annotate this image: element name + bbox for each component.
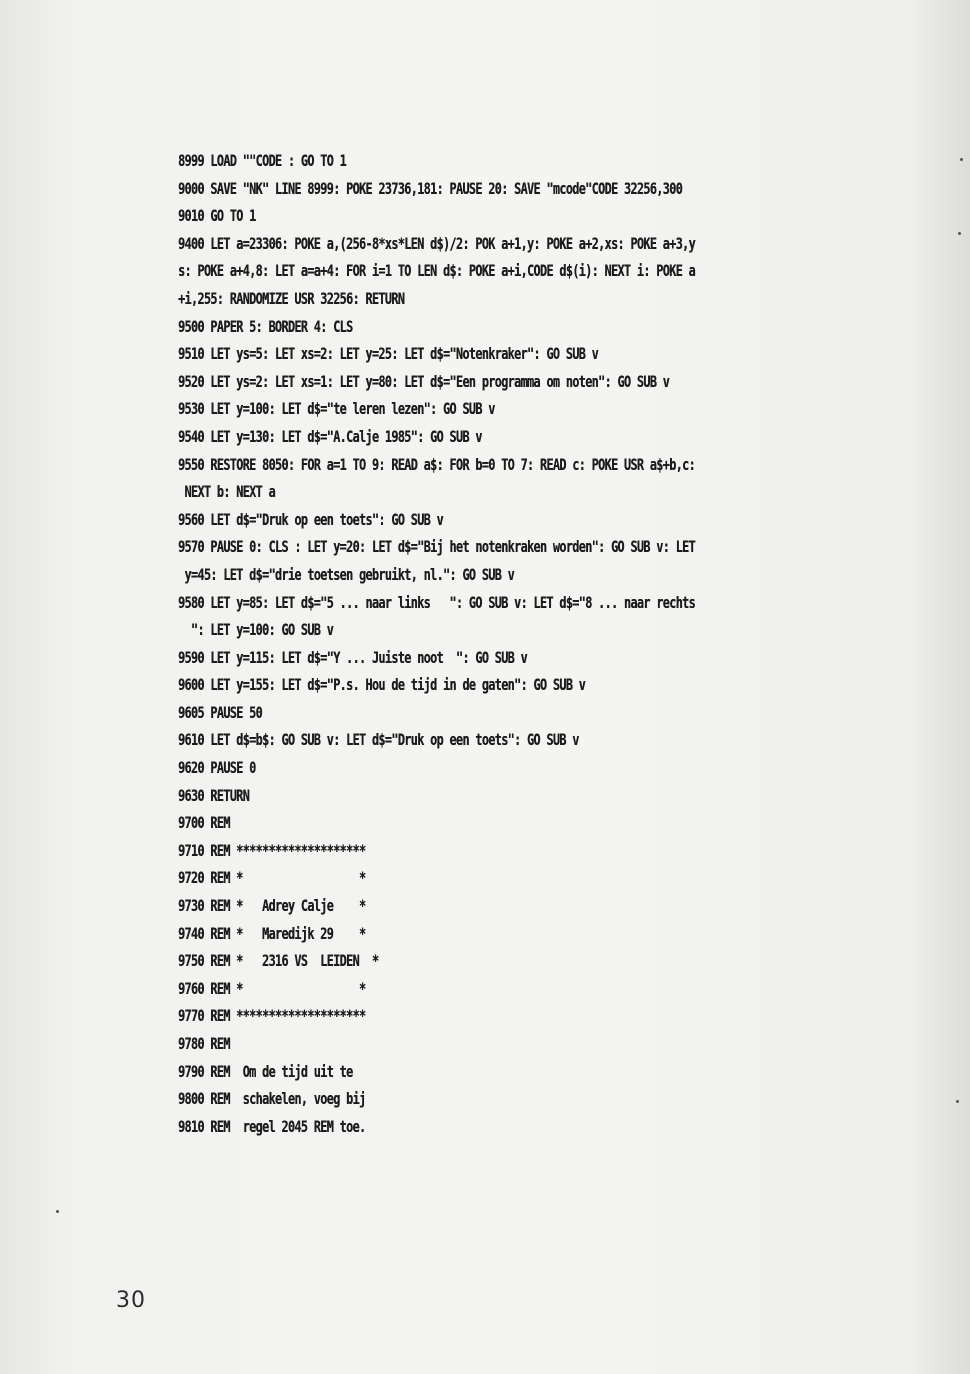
listing-line: 9570 PAUSE 0: CLS : LET y=20: LET d$="Bij het notenkraken worden": GO SUB v: LET <box>178 537 695 557</box>
listing-line: 9400 LET a=23306: POKE a,(256-8*xs*LEN d$)/2: POK a+1,y: POKE a+2,xs: POKE a+3,y <box>178 233 695 253</box>
listing-line: 9790 REM Om de tijd uit te <box>178 1061 353 1081</box>
listing-line: 9550 RESTORE 8050: FOR a=1 TO 9: READ a$: FOR b=0 TO 7: READ c: POKE USR a$+b,c: <box>178 454 695 474</box>
listing-line: 9630 RETURN <box>178 785 250 805</box>
listing-line: 9530 LET y=100: LET d$="te leren lezen": GO SUB v <box>178 399 495 419</box>
listing-line: 9605 PAUSE 50 <box>178 702 263 722</box>
listing-line: 9520 LET ys=2: LET xs=1: LET y=80: LET d$="Een programma om noten": GO SUB v <box>178 371 670 391</box>
listing-line: 9560 LET d$="Druk op een toets": GO SUB v <box>178 509 443 529</box>
listing-line: NEXT b: NEXT a <box>178 482 275 502</box>
listing-line: 9580 LET y=85: LET d$="5 ... naar links ": GO SUB v: LET d$="8 ... naar rechts <box>178 592 695 612</box>
listing-line: 9620 PAUSE 0 <box>178 758 256 778</box>
listing-line: 9760 REM * * <box>178 978 366 998</box>
listing-line: 9510 LET ys=5: LET xs=2: LET y=25: LET d$="Notenkraker": GO SUB v <box>178 344 599 364</box>
scan-speck <box>56 1210 59 1213</box>
page-number: 30 <box>116 1288 146 1313</box>
listing-line: 9610 LET d$=b$: GO SUB v: LET d$="Druk op een toets": GO SUB v <box>178 730 579 750</box>
listing-line: 9010 GO TO 1 <box>178 206 256 226</box>
basic-program-listing <box>178 147 858 1140</box>
listing-line: y=45: LET d$="drie toetsen gebruikt, nl.": GO SUB v <box>178 564 515 584</box>
listing-line: 9500 PAPER 5: BORDER 4: CLS <box>178 316 353 336</box>
listing-line: 9710 REM ******************** <box>178 840 366 860</box>
listing-line: ": LET y=100: GO SUB v <box>178 620 334 640</box>
listing-line: 9740 REM * Maredijk 29 * <box>178 923 366 943</box>
listing-line: 9770 REM ******************** <box>178 1006 366 1026</box>
listing-line: 9720 REM * * <box>178 868 366 888</box>
listing-line: 9000 SAVE "NK" LINE 8999: POKE 23736,181: PAUSE 20: SAVE "mcode"CODE 32256,300 <box>178 178 683 198</box>
listing-line: 8999 LOAD ""CODE : GO TO 1 <box>178 151 347 170</box>
listing-line: +i,255: RANDOMIZE USR 32256: RETURN <box>178 288 405 308</box>
listing-line: s: POKE a+4,8: LET a=a+4: FOR i=1 TO LEN d$: POKE a+i,CODE d$(i): NEXT i: POKE a <box>178 261 695 281</box>
listing-line: 9800 REM schakelen, voeg bij <box>178 1089 366 1109</box>
scan-speck <box>960 158 963 161</box>
listing-line: 9700 REM <box>178 813 230 833</box>
listing-line: 9730 REM * Adrey Calje * <box>178 896 366 916</box>
listing-line: 9600 LET y=155: LET d$="P.s. Hou de tijd in de gaten": GO SUB v <box>178 675 586 695</box>
listing-line: 9540 LET y=130: LET d$="A.Calje 1985": GO SUB v <box>178 426 482 446</box>
listing-line: 9810 REM regel 2045 REM toe. <box>178 1116 366 1136</box>
scan-speck <box>956 1100 959 1103</box>
scan-speck <box>958 232 961 235</box>
listing-line: 9780 REM <box>178 1034 230 1053</box>
listing-line: 9590 LET y=115: LET d$="Y ... Juiste noot ": GO SUB v <box>178 647 527 667</box>
listing-line: 9750 REM * 2316 VS LEIDEN * <box>178 951 379 971</box>
